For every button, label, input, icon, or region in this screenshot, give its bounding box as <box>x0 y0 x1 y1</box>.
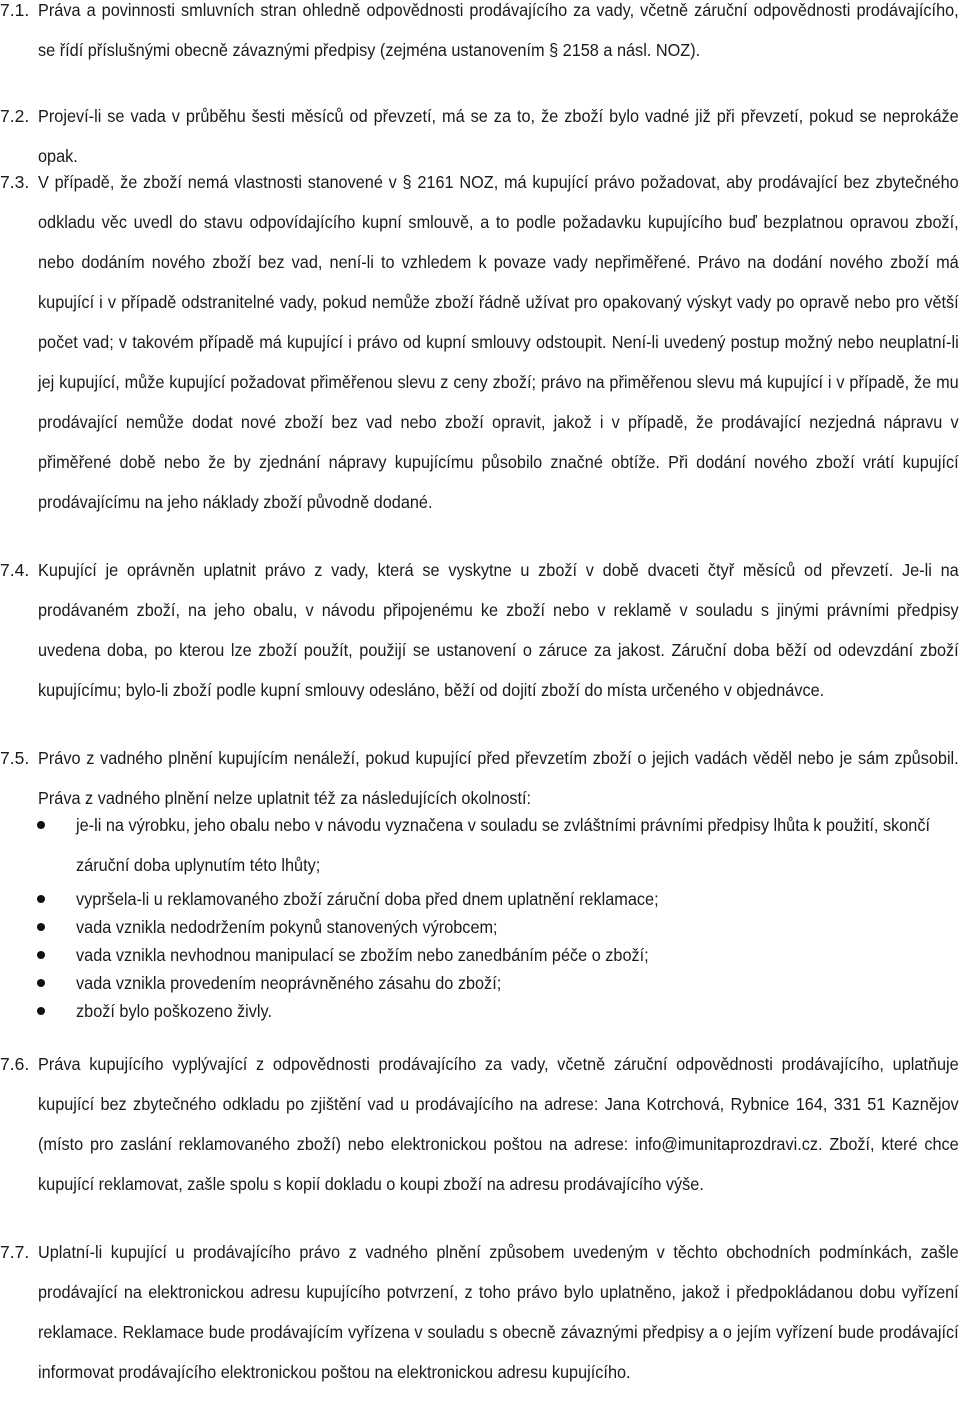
section-number: 7.3. <box>0 172 30 192</box>
section-number: 7.4. <box>0 560 30 580</box>
bullet-icon <box>37 923 45 931</box>
bullet-icon <box>37 821 45 829</box>
section-text: Práva a povinnosti smluvních stran ohledně odpovědnosti prodávajícího za vady, včetně záruční odpovědnosti prodávajícího, se řídí příslušnými obecně závaznými předpisy (zejména ustanovením § 2158 a násl. NOZ). <box>38 0 959 60</box>
list-item <box>0 805 958 885</box>
section-text: Projeví-li se vada v průběhu šesti měsíců od převzetí, má se za to, že zboží bylo vadné již při převzetí, pokud se neprokáže opak. <box>38 106 959 166</box>
bullet-icon <box>37 979 45 987</box>
list-item <box>0 913 958 941</box>
section-number: 7.6. <box>0 1054 30 1074</box>
section-text: Uplatní-li kupující u prodávajícího právo z vadného plnění způsobem uvedeným v těchto obchodních podmínkách, zašle prodávající na elektronickou adresu kupujícího potvrzení, z toho právo bylo uplatněno, jakož i předpokládanou dobu vyřízení reklamace. Reklamace bude prodávajícím vyřízena v souladu s obecně závaznými předpisy a o jejím vyřízení bude prodávající informovat prodávajícího elektronickou poštou na elektronickou adresu kupujícího. <box>38 1242 959 1382</box>
section-text: V případě, že zboží nemá vlastnosti stanovené v § 2161 NOZ, má kupující právo požadovat, aby prodávající bez zbytečného odkladu věc uvedl do stavu odpovídajícího kupní smlouvě, a to podle požadavku kupujícího buď bezplatnou opravou zboží, nebo dodáním nového zboží bez vad, není-li to vzhledem k povaze vady nepřiměřené. Právo na dodání nového zboží má kupující i v případě odstranitelné vady, pokud nemůže zboží řádně užívat pro opakovaný výskyt vady po opravě nebo pro větší počet vad; v takovém případě má kupující i právo od kupní smlouvy odstoupit. Není-li uvedený postup možný nebo neuplatní-li jej kupující, může kupující požadovat přiměřenou slevu z ceny zboží; právo na přiměřenou slevu má kupující i v případě, že mu prodávající nemůže dodat nové zboží bez vad nebo zboží opravit, jakož i v případě, že prodávající nezjedná nápravu v přiměřené době nebo že by zjednání nápravy kupujícímu působilo značné obtíže. Při dodání nového zboží vrátí kupující prodávajícímu na jeho náklady zboží původně dodané. <box>38 172 959 512</box>
section-7-3 <box>0 162 958 522</box>
list-item <box>0 969 958 997</box>
section-text: Kupující je oprávněn uplatnit právo z vady, která se vyskytne u zboží v době dvaceti čtyř měsíců od převzetí. Je-li na prodávaném zboží, na jeho obalu, v návodu připojenému ke zboží nebo v reklamě v souladu s jinými právními předpisy uvedena doba, po kterou lze zboží použít, použijí se ustanovení o záruce za jakost. Záruční doba běží od odevzdání zboží kupujícímu; bylo-li zboží podle kupní smlouvy odesláno, běží od dojití zboží do místa určeného v objednávce. <box>38 560 959 700</box>
list-item-text: vada vznikla provedením neoprávněného zásahu do zboží; <box>76 973 502 993</box>
section-number: 7.7. <box>0 1242 30 1262</box>
exclusions-list <box>0 805 958 1025</box>
bullet-icon <box>37 1007 45 1015</box>
section-number: 7.2. <box>0 106 30 126</box>
bullet-icon <box>37 951 45 959</box>
list-item-text: zboží bylo poškozeno živly. <box>76 1001 273 1021</box>
section-number: 7.5. <box>0 748 30 768</box>
bullet-icon <box>37 895 45 903</box>
list-item <box>0 885 958 913</box>
section-7-4 <box>0 550 958 710</box>
list-item-text: vada vznikla nedodržením pokynů stanovených výrobcem; <box>76 917 498 937</box>
section-7-7 <box>0 1232 958 1392</box>
list-item-text: vypršela-li u reklamovaného zboží záruční doba před dnem uplatnění reklamace; <box>76 889 659 909</box>
section-text: Právo z vadného plnění kupujícím nenáleží, pokud kupující před převzetím zboží o jejich vadách věděl nebo je sám způsobil. Práva z vadného plnění nelze uplatnit též za následujících okolností: <box>38 748 959 808</box>
section-text: Práva kupujícího vyplývající z odpovědnosti prodávajícího za vady, včetně záruční odpovědnosti prodávajícího, uplatňuje kupující bez zbytečného odkladu po zjištění vad u prodávajícího na adrese: Jana Kotrchová, Rybnice 164, 331 51 Kaznějov (místo pro zaslání reklamovaného zboží) nebo elektronickou poštou na adrese: info@imunitaprozdravi.cz. Zboží, které chce kupující reklamovat, zašle spolu s kopií dokladu o koupi zboží na adresu prodávajícího výše. <box>38 1054 959 1194</box>
section-number: 7.1. <box>0 0 30 20</box>
list-item <box>0 941 958 969</box>
list-item-text: je-li na výrobku, jeho obalu nebo v návodu vyznačena v souladu se zvláštními právními předpisy lhůta k použití, skončí záruční doba uplynutím této lhůty; <box>76 815 931 875</box>
section-7-1 <box>0 0 958 70</box>
list-item <box>0 997 958 1025</box>
list-item-text: vada vznikla nevhodnou manipulací se zbožím nebo zanedbáním péče o zboží; <box>76 945 649 965</box>
section-7-6 <box>0 1044 958 1204</box>
